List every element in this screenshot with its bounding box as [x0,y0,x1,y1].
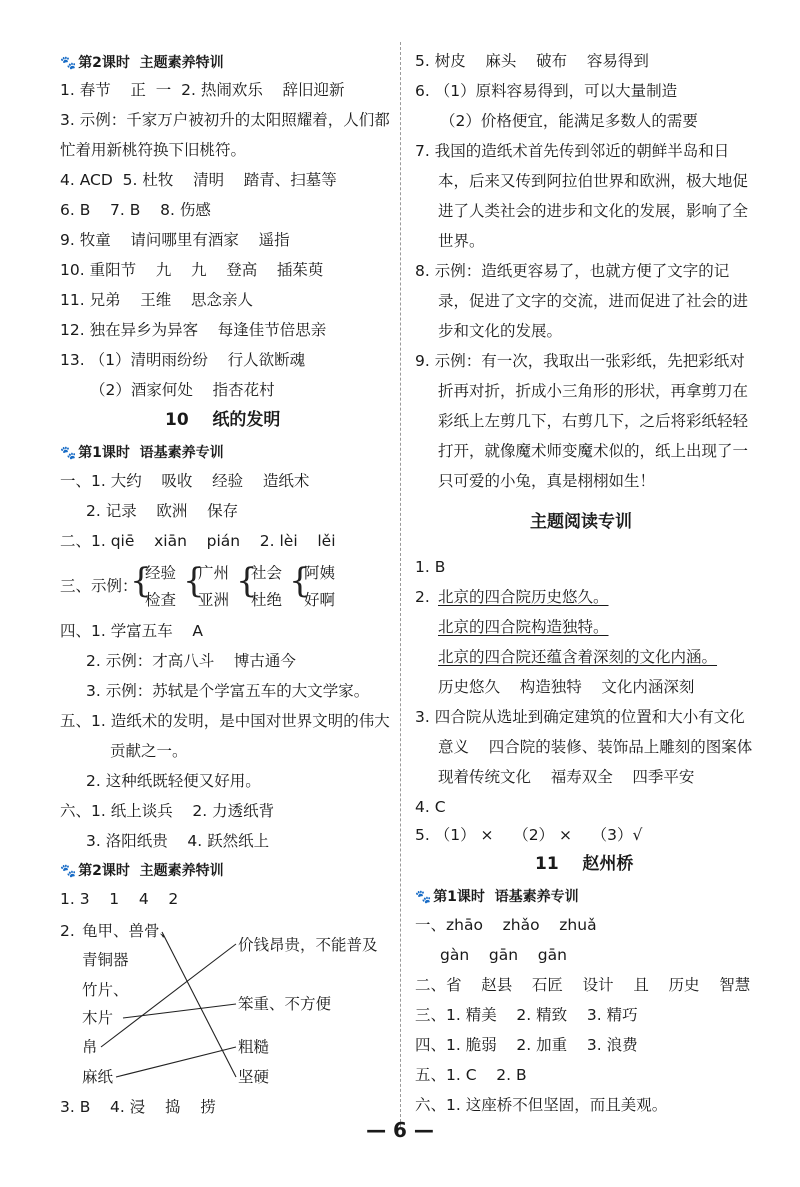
answer-line: 3. B 4. 浸 捣 捞 [60,1098,216,1116]
word-pair-bottom: 亚洲 [198,591,230,609]
answer-line: 只可爱的小兔，真是栩栩如生！ [438,472,656,490]
answer-line: 1. 3 1 4 2 [60,890,179,908]
answer-line: 进了人类社会的进步和文化的发展，影响了全 [438,202,749,220]
answer-line: 五、1. C 2. B [415,1066,527,1084]
answer-line: 3. 示例：苏轼是个学富五车的大文学家。 [86,682,370,700]
answer-line: 4. C [415,798,446,816]
answer-line: 5. （1） × （2） × （3）√ [415,826,643,844]
underlined-sentence: 北京的四合院还蕴含着深刻的文化内涵。 [438,648,718,666]
answer-line: 6. （1）原料容易得到，可以大量制造 [415,82,678,100]
section-header: 🐾 第1课时 语基素养专训 [415,889,579,905]
answer-line: 3. 洛阳纸贵 4. 跃然纸上 [86,832,270,850]
paw-icon: 🐾 [60,864,77,879]
section-header: 🐾 第2课时 主题素养特训 [60,863,224,879]
answer-line: 四、1. 脆弱 2. 加重 3. 浪费 [415,1036,638,1054]
answer-line: 折再对折，折成小三角形的形状，再拿剪刀在 [438,382,749,400]
answer-line: 12. 独在异乡为异客 每逢佳节倍思亲 [60,321,327,339]
answer-line: 三、1. 精美 2. 精致 3. 精巧 [415,1006,638,1024]
answer-line: 13. （1）清明雨纷纷 行人欲断魂 [60,351,306,369]
lesson-title: 10 纸的发明 [165,410,281,430]
answer-line: 2. 这种纸既轻便又好用。 [86,772,261,790]
paw-icon: 🐾 [415,890,432,905]
answer-line: 9. 牧童 请问哪里有酒家 遥指 [60,231,290,249]
answer-line: 10. 重阳节 九 九 登高 插茱萸 [60,261,324,279]
answer-line: 本，后来又传到阿拉伯世界和欧洲，极大地促 [438,172,749,190]
word-pair-bottom: 好啊 [304,591,336,609]
answer-line: 六、1. 这座桥不但坚固，而且美观。 [415,1096,668,1114]
section-header: 🐾 第2课时 主题素养特训 [60,55,224,71]
underlined-sentence: 北京的四合院历史悠久。 [438,588,609,606]
answer-line: 11. 兄弟 王维 思念亲人 [60,291,253,309]
match-right-item: 坚硬 [238,1068,270,1086]
answer-line: 5. 树皮 麻头 破布 容易得到 [415,52,649,70]
word-pair-bottom: 杜绝 [251,591,283,609]
answer-label: 2. [60,922,75,940]
answer-line: 4. ACD 5. 杜牧 清明 踏青、扫墓等 [60,171,337,189]
word-pair-top: 广州 [198,564,230,582]
match-left-item: 帛 [82,1038,98,1056]
match-line [123,1004,236,1018]
answer-line: 四、1. 学富五车 A [60,622,204,640]
match-line [162,932,236,1077]
page-number: — 6 — [366,1118,434,1142]
answer-line: 彩纸上左剪几下，右剪几下，之后将彩纸轻轻 [438,412,749,430]
brace-icon: { [289,561,311,601]
answer-line: 世界。 [438,232,485,250]
answer-line: 1. 春节 正 一 2. 热闹欢乐 辞旧迎新 [60,81,345,99]
answer-line: 现着传统文化 福寿双全 四季平安 [438,768,695,786]
answer-line: 录，促进了文字的交流，进而促进了社会的进 [438,292,749,310]
answer-line: 一、1. 大约 吸收 经验 造纸术 [60,472,310,490]
answer-line: 步和文化的发展。 [438,322,563,340]
answer-line: 1. B [415,558,446,576]
underlined-sentence: 北京的四合院构造独特。 [438,618,609,636]
answer-line: 二、省 赵县 石匠 设计 且 历史 智慧 [415,976,751,994]
answer-line: 3. 示例：千家万户被初升的太阳照耀着，人们都 [60,111,390,129]
answer-line: 打开，就像魔术师变魔术似的，纸上出现了一 [438,442,749,460]
answer-label: 2. [415,588,430,606]
answer-line: 6. B 7. B 8. 伤感 [60,201,211,219]
match-left-item: 木片 [82,1009,114,1027]
word-pair-bottom: 检查 [145,591,177,609]
answer-line: 五、1. 造纸术的发明，是中国对世界文明的伟大 [60,712,390,730]
section-title: 主题阅读专训 [530,512,632,532]
brace-icon: { [130,561,152,601]
match-right-item: 粗糙 [238,1038,270,1056]
answer-line: 7. 我国的造纸术首先传到邻近的朝鲜半岛和日 [415,142,730,160]
lesson-title: 11 赵州桥 [535,854,634,874]
answer-line: （2）价格便宜，能满足多数人的需要 [440,112,698,130]
answer-line: 2. 示例：才高八斗 博古通今 [86,652,296,670]
match-left-item: 竹片、 [82,981,129,999]
answer-line: 意义 四合院的装修、装饰品上雕刻的图案体 [438,738,753,756]
word-pair-top: 阿姨 [304,564,336,582]
brace-icon: { [236,561,258,601]
answer-line: （2）酒家何处 指杏花村 [90,381,275,399]
brace-icon: { [183,561,205,601]
answer-line: 9. 示例：有一次，我取出一张彩纸，先把彩纸对 [415,352,745,370]
answer-line: 8. 示例：造纸更容易了，也就方便了文字的记 [415,262,730,280]
match-left-item: 麻纸 [82,1068,114,1086]
word-pair-top: 社会 [251,564,283,582]
answer-line: 历史悠久 构造独特 文化内涵深刻 [438,678,695,696]
match-right-item: 价钱昂贵，不能普及 [238,936,378,954]
paw-icon: 🐾 [60,446,77,461]
answer-line: 二、1. qiē xiān pián 2. lèi lěi [60,532,336,550]
answer-line: 贡献之一。 [110,742,188,760]
match-line [101,944,236,1047]
paw-icon: 🐾 [60,56,77,71]
match-left-item: 龟甲、兽骨、 [82,922,176,940]
answer-line: 六、1. 纸上谈兵 2. 力透纸背 [60,802,275,820]
answer-line: 3. 四合院从选址到确定建筑的位置和大小有文化 [415,708,745,726]
section-header: 🐾 第1课时 语基素养专训 [60,445,224,461]
answer-line: 忙着用新桃符换下旧桃符。 [60,141,247,159]
word-pair-top: 经验 [145,564,177,582]
answer-line: gàn gān gān [440,946,567,964]
match-left-item: 青铜器 [82,951,129,969]
answer-line: 2. 记录 欧洲 保存 [86,502,239,520]
answer-label: 三、示例： [60,577,138,595]
match-right-item: 笨重、不方便 [238,995,332,1013]
answer-line: 一、zhāo zhǎo zhuǎ [415,916,597,934]
match-line [116,1047,236,1077]
